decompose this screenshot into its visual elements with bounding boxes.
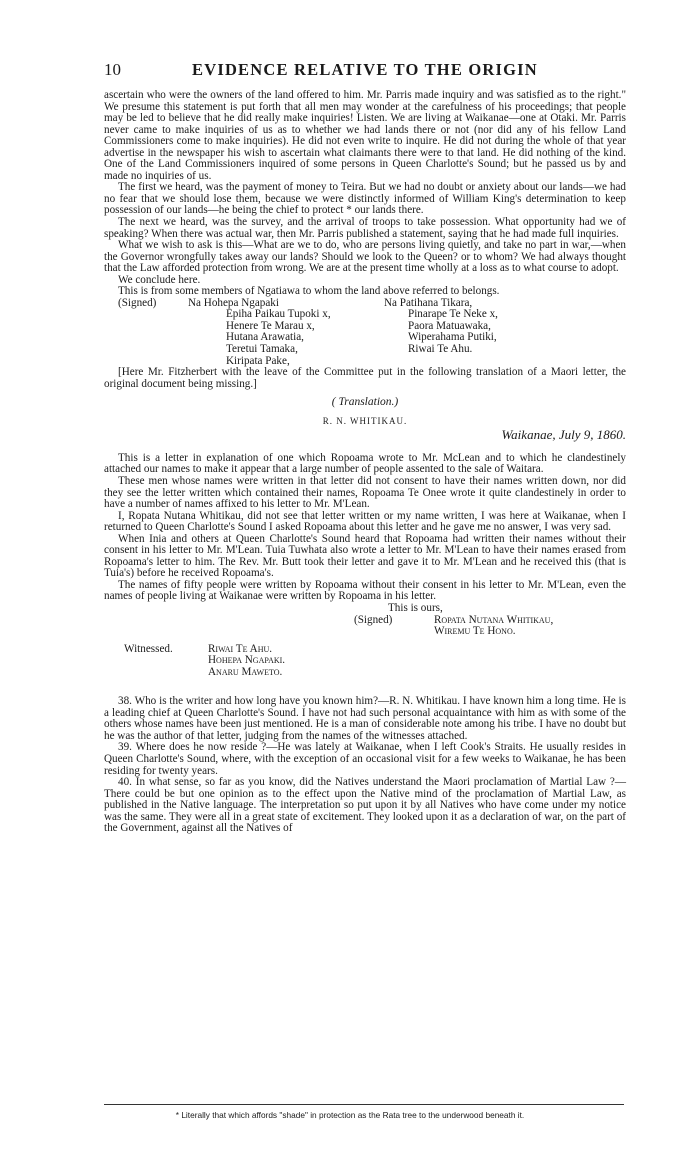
- question-answer: 39. Where does he now reside ?—He was lately at Waikanae, when I left Cook's Straits. He usually resides in Queen Charlotte's Sound, where, with the exception of an occasional visit for a few weeks to Waikanae, he has been residing for twenty years.: [104, 741, 626, 777]
- signatory: Hutana Arawatia,: [226, 331, 304, 344]
- signed-label: (Signed): [354, 613, 393, 626]
- signatory: Ropata Nutana Whitikau,: [434, 613, 554, 626]
- question-answer: 40. In what sense, so far as you know, did the Natives understand the Maori proclamation of Martial Law ?—There could be but one opinion as to the effect upon the Native mind of the proclamation of Martial Law, as published in the Native language. The interpretation so put upon it by all Natives who have come under my notice was the same. They were all in a great state of excitement. They looked upon it as a declaration of war, on the part of the Government, against all the Natives of: [104, 776, 626, 835]
- letter-paragraph: I, Ropata Nutana Whitikau, did not see that letter written or my name written, I was here at Waikanae, when I returned to Queen Charlotte's Sound I asked Ropoama about this letter and he gave me no answer, I was very sad.: [104, 509, 626, 534]
- paragraph: We conclude here.: [118, 273, 201, 286]
- witness: Riwai Te Ahu.: [208, 642, 273, 655]
- page-number: 10: [104, 60, 121, 79]
- paragraph: This is from some members of Ngatiawa to whom the land above referred to belongs.: [118, 285, 500, 298]
- paragraph: The next we heard, was the survey, and the arrival of troops to take possession. What opportunity had we of speaking? When there was actual war, then Mr. Parris published a statement, saying that he had made full inquiries.: [104, 216, 626, 240]
- page-body: [104, 90, 626, 835]
- footnote-divider: [104, 1104, 624, 1105]
- signature-block: [104, 298, 626, 367]
- letter-paragraph: The names of fifty people were written by Ropoama without their consent in his letter to Mr. M'Lean, even the names of people living at Waikanae were written by Ropoama in his letter.: [104, 578, 626, 603]
- paragraph: What we wish to ask is this—What are we to do, who are persons living quietly, and take no part in war,—when the Governor wrongfully takes away our lands? Should we look to the Queen? or to whom? We had always thought that the Law afforded protection from wrong. We are at the present time wholly at a loss as to what course to adopt.: [104, 239, 626, 275]
- letter-signers: [434, 615, 624, 638]
- paragraph: The first we heard, was the payment of money to Teira. But we had no doubt or anxiety about our lands—we had no fear that we should lose them, because we were distinctly informed of William King's determination to keep possession of our lands—he being the chief to protect * our lands there.: [104, 181, 626, 217]
- witness: Anaru Maweto.: [208, 665, 283, 678]
- signatory: Na Patihana Tikara,: [384, 296, 473, 309]
- question-answer: 38. Who is the writer and how long have you known him?—R. N. Whitikau. I have known him a long time. He is a leading chief at Queen Charlotte's Sound. I have not had such personal acquaintance with him as with some of the others whose names have been just mentioned. He is a man of considerable note among his tribe. I have no doubt but he was the author of that letter, judging from the names of the witnesses attached.: [104, 695, 626, 742]
- signatory: Wiperahama Putiki,: [408, 331, 497, 344]
- closing-phrase: This is ours,: [388, 601, 443, 614]
- signatory: Paora Matuawaka,: [408, 319, 491, 332]
- signed-label: (Signed): [118, 296, 157, 309]
- letter-dateline: Waikanae, July 9, 1860.: [501, 427, 626, 443]
- running-title: EVIDENCE RELATIVE TO THE ORIGIN: [192, 60, 538, 79]
- letter-paragraph: This is a letter in explanation of one which Ropoama wrote to Mr. McLean and to which he clandestinely attached our names to make it appear that a large number of people assented to the sale of Waitara.: [104, 451, 626, 476]
- signatory: Epiha Paikau Tupoki x,: [226, 308, 331, 321]
- signatory: Na Hohepa Ngapaki: [188, 296, 279, 309]
- signatory: Kiripata Pake,: [226, 354, 290, 367]
- signatory: Henere Te Marau x,: [226, 319, 315, 332]
- letter-author: R. N. WHITIKAU.: [322, 415, 408, 426]
- witness: Hohepa Ngapaki.: [208, 654, 286, 667]
- signatory: Teretui Tamaka,: [226, 343, 298, 356]
- letter-closing: [104, 603, 626, 638]
- signatures-right-column: [384, 298, 624, 367]
- letter-paragraph: When Inia and others at Queen Charlotte's Sound heard that Ropoama had written their names without their consent in his letter to Mr. M'Lean. Tuia Tuwhata also wrote a letter to Mr. M'Lean to have their names erased from Ropoama's letter to him. The Rev. Mr. Butt took their letter and gave it to Mr. M'Lean and he received this (that is Tuia's) before he received Ropoama's.: [104, 532, 626, 580]
- page-header: [104, 60, 624, 82]
- witness-list: [208, 644, 408, 679]
- signatures-left-column: [188, 298, 384, 367]
- witnessed-label: Witnessed.: [124, 642, 173, 655]
- witness-block: [124, 644, 626, 679]
- editorial-note: [Here Mr. Fitzherbert with the leave of the Committee put in the following translation of a Maori letter, the original document being missing.]: [104, 366, 626, 390]
- translation-heading: ( Translation.): [331, 396, 399, 409]
- letter-paragraph: These men whose names were written in that letter did not consent to have their names written down, nor did they see the letter written which contained their names, Ropoama Te Onee wrote it quite clandestinely in order to have a number of names affixed to his letter to Mr. M'Lean.: [104, 474, 626, 511]
- footnote: * Literally that which affords "shade" in protection as the Rata tree to the underwood beneath it.: [175, 1110, 525, 1120]
- signatory: Wiremu Te Hono.: [434, 625, 516, 638]
- paragraph: ascertain who were the owners of the land offered to him. Mr. Parris made inquiry and was satisfied as to the right." We presume this statement is put forth that all men may wonder at the carefulness of his proceedings; that people may be led to believe that he did really make inquiries! Listen. We are living at Waikanae—one at Otaki. Mr. Parris never came to make inquiries of us as to whether we had lands there or not (nor did any of his fellow Land Commissioners come to make inquiries). He did not even write to inquire. He did not during the whole of that year advertise in the newspaper his wish to ascertain what claimants there were to that land. He did nothing of the kind. One of the Land Commissioners inquired of some persons in Queen Charlotte's Sound; but he passed us by and made no inquiries of us.: [104, 89, 626, 182]
- signatory: Pinarape Te Neke x,: [408, 308, 498, 321]
- signatory: Riwai Te Ahu.: [408, 343, 473, 356]
